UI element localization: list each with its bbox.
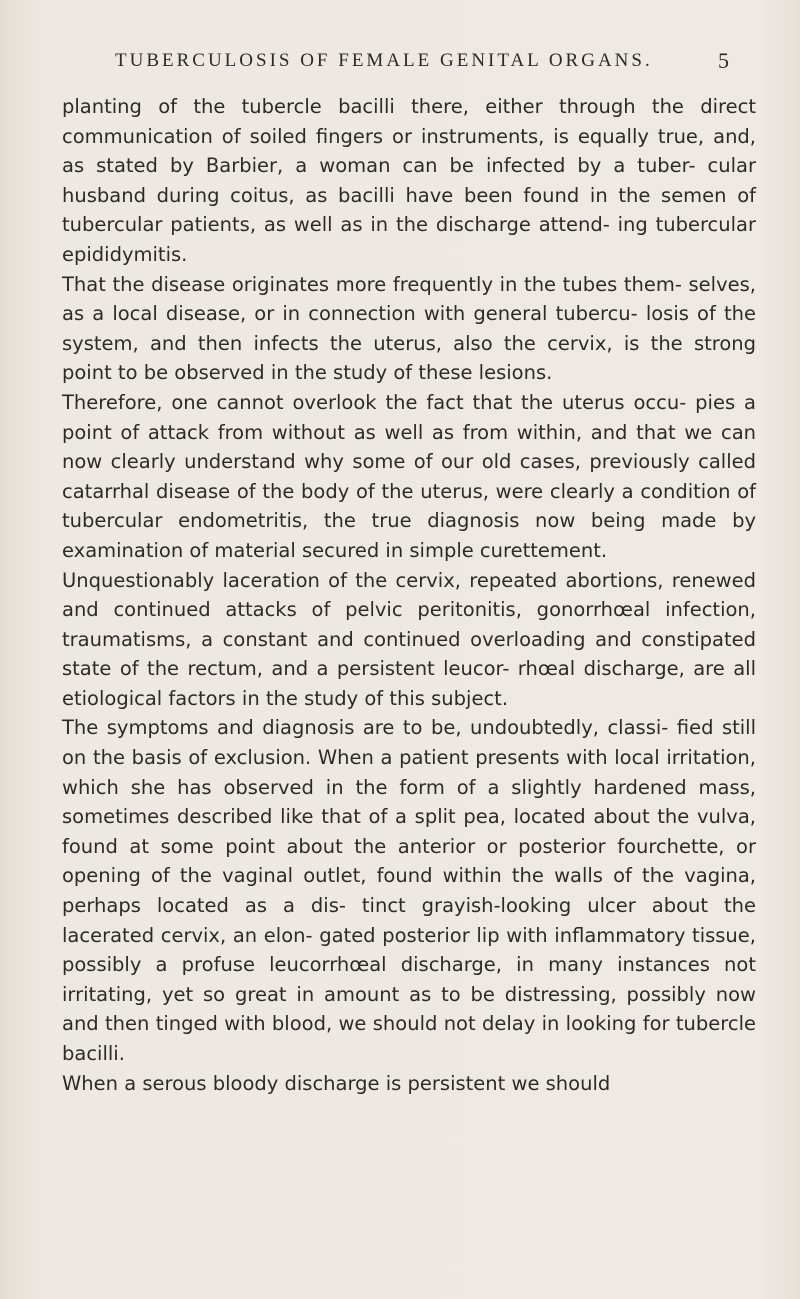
running-header: TUBERCULOSIS OF FEMALE GENITAL ORGANS. xyxy=(115,50,653,71)
page-number: 5 xyxy=(718,48,729,73)
paragraph: The symptoms and diagnosis are to be, undoubtedly, classi- fied still on the basis of exclusion. When a patient presents with local irritation, which she has observed in the form of a slightly hardened mass, sometimes described like that of a split pea, located about the vulva, found at some point about the anterior or posterior fourchette, or opening of the vaginal outlet, found within the walls of the vagina, perhaps located as a dis- tinct grayish-looking ulcer about the lacerated cervix, an elon- gated posterior lip with inflammatory tissue, possibly a profuse leucorrhœal discharge, in many instances not irritating, yet so great in amount as to be distressing, possibly now and then tinged with blood, we should not delay in looking for tubercle bacilli. xyxy=(62,716,756,1065)
paragraph: That the disease originates more frequently in the tubes them- selves, as a local disease, or in connection with general tubercu- losis of the system, and then infects the uterus, also the cervix, is the strong point to be observed in the study of these lesions. xyxy=(62,272,756,385)
paragraph: Unquestionably laceration of the cervix, repeated abortions, renewed and continued attacks of pelvic peritonitis, gonorrhœal infection, traumatisms, a constant and continued overloading and constipated state of the rectum, and a persistent leucor- rhœal discharge, are all etiological factors in the study of this subject. xyxy=(62,568,756,710)
body-text xyxy=(62,92,756,1098)
paragraph: planting of the tubercle bacilli there, either through the direct communication of soiled fingers or instruments, is equally true, and, as stated by Barbier, a woman can be infected by a tuber- cular husband during coitus, as bacilli have been found in the semen of tubercular patients, as well as in the discharge attend- ing tubercular epididymitis. xyxy=(62,95,756,266)
paragraph: Therefore, one cannot overlook the fact that the uterus occu- pies a point of attack from without as well as from within, and that we can now clearly understand why some of our old cases, previously called catarrhal disease of the body of the uterus, were clearly a condition of tubercular endometritis, the true diagnosis now being made by examination of material secured in simple curettement. xyxy=(62,390,756,562)
paragraph: When a serous bloody discharge is persistent we should xyxy=(62,1071,611,1095)
